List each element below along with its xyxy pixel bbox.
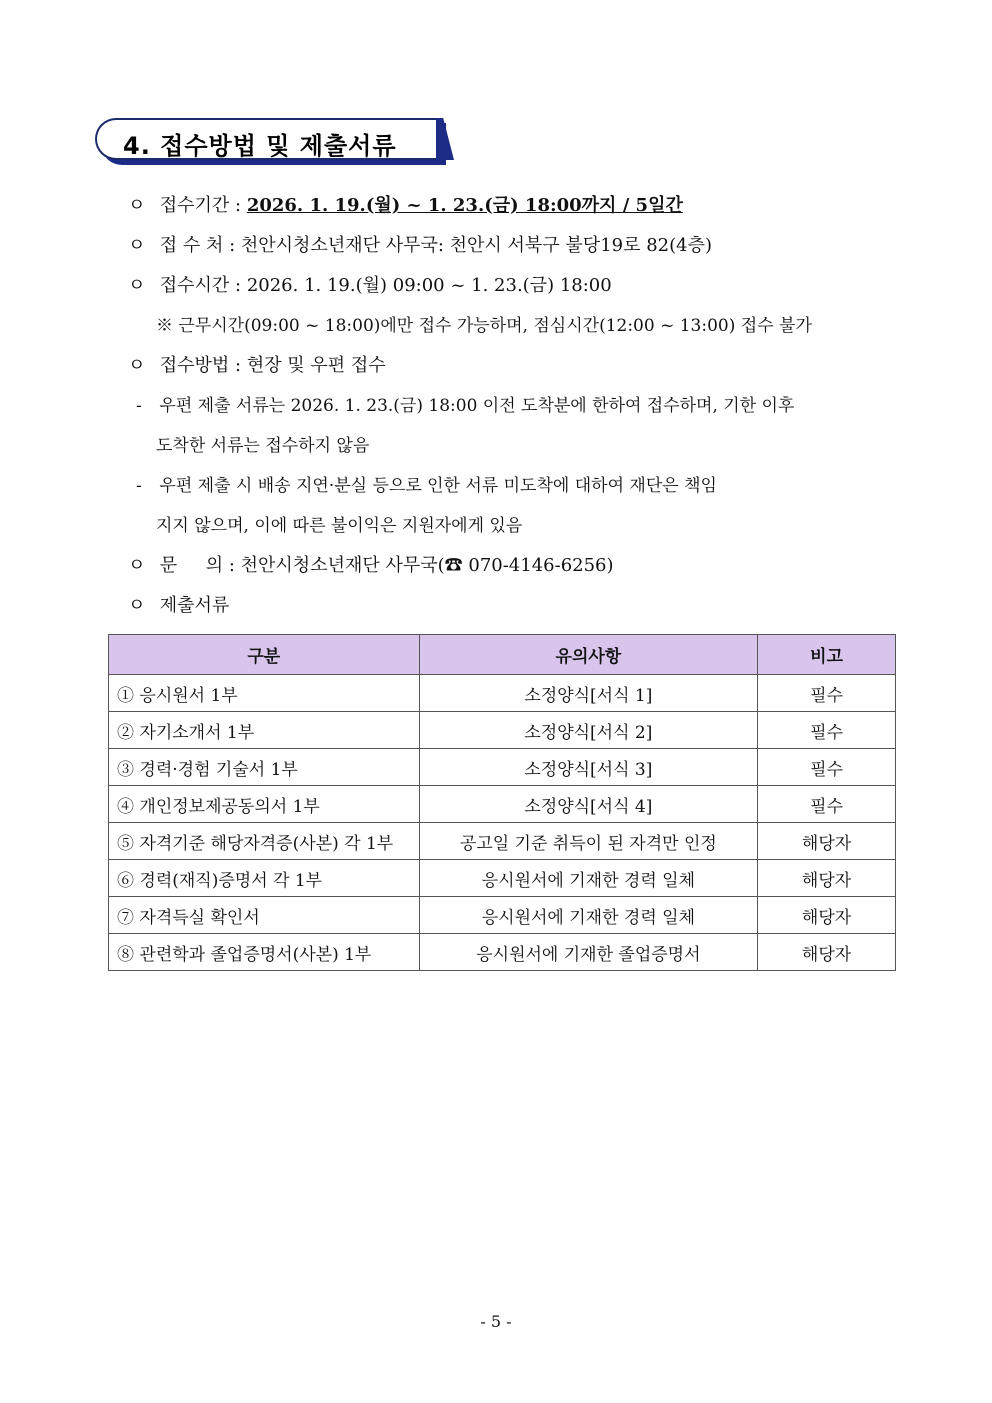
row-remarks: 해당자 bbox=[758, 897, 896, 934]
row-notes: 소정양식[서식 4] bbox=[419, 786, 758, 823]
page-number: - 5 - bbox=[480, 1312, 512, 1331]
bullet-icon: ㅇ bbox=[128, 355, 146, 376]
row-category: ⑥ 경력(재직)증명서 각 1부 bbox=[109, 860, 420, 897]
header-remarks: 비고 bbox=[758, 635, 896, 675]
inquiry-label: 문 의 : bbox=[159, 555, 235, 576]
place-label: 접 수 처 : bbox=[159, 235, 236, 256]
row-notes: 소정양식[서식 3] bbox=[419, 749, 758, 786]
bullet-icon: ㅇ bbox=[128, 595, 146, 616]
row-notes: 응시원서에 기재한 경력 일체 bbox=[419, 860, 758, 897]
post-note-2 bbox=[136, 474, 717, 498]
row-category: ⑧ 관련학과 졸업증명서(사본) 1부 bbox=[109, 934, 420, 971]
place-line bbox=[128, 234, 712, 258]
row-remarks: 필수 bbox=[758, 786, 896, 823]
table-header-row bbox=[109, 635, 896, 675]
row-remarks: 필수 bbox=[758, 749, 896, 786]
section-title: 4. 접수방법 및 제출서류 bbox=[123, 132, 397, 160]
inquiry-value: 천안시청소년재단 사무국(☎ 070-4146-6256) bbox=[240, 555, 614, 576]
post-note-1a: 우편 제출 서류는 2026. 1. 23.(금) 18:00 이전 도착분에 한하여 접수하며, 기한 이후 bbox=[159, 396, 795, 416]
dash: - bbox=[136, 476, 142, 496]
time-label: 접수시간 : bbox=[159, 275, 242, 296]
bullet-icon: ㅇ bbox=[128, 275, 146, 296]
post-note-2a: 우편 제출 시 배송 지연·분실 등으로 인한 서류 미도착에 대하여 재단은 책임 bbox=[159, 476, 717, 496]
section-title-box bbox=[95, 118, 440, 160]
table-row bbox=[109, 860, 896, 897]
row-remarks: 해당자 bbox=[758, 934, 896, 971]
row-remarks: 필수 bbox=[758, 712, 896, 749]
method-value: 현장 및 우편 접수 bbox=[246, 355, 386, 376]
table-row bbox=[109, 786, 896, 823]
time-note: ※ 근무시간(09:00 ~ 18:00)에만 접수 가능하며, 점심시간(12:00 ~ 13:00) 접수 불가 bbox=[156, 316, 812, 336]
post-note-2b: 지지 않으며, 이에 따른 불이익은 지원자에게 있음 bbox=[156, 516, 523, 536]
row-remarks: 필수 bbox=[758, 675, 896, 712]
inquiry-line bbox=[128, 554, 614, 578]
method-label: 접수방법 : bbox=[159, 355, 242, 376]
bullet-icon: ㅇ bbox=[128, 555, 146, 576]
header-notes: 유의사항 bbox=[419, 635, 758, 675]
table-row bbox=[109, 934, 896, 971]
table-row bbox=[109, 897, 896, 934]
table-row bbox=[109, 823, 896, 860]
row-remarks: 해당자 bbox=[758, 823, 896, 860]
row-category: ① 응시원서 1부 bbox=[109, 675, 420, 712]
time-line bbox=[128, 274, 612, 298]
period-line bbox=[128, 194, 683, 218]
row-category: ⑦ 자격득실 확인서 bbox=[109, 897, 420, 934]
row-notes: 응시원서에 기재한 졸업증명서 bbox=[419, 934, 758, 971]
table-row bbox=[109, 675, 896, 712]
row-category: ④ 개인정보제공동의서 1부 bbox=[109, 786, 420, 823]
dash: - bbox=[136, 396, 142, 416]
table-row bbox=[109, 712, 896, 749]
row-category: ② 자기소개서 1부 bbox=[109, 712, 420, 749]
row-category: ③ 경력·경험 기술서 1부 bbox=[109, 749, 420, 786]
documents-table bbox=[108, 634, 896, 971]
header-category: 구분 bbox=[109, 635, 420, 675]
post-note-1 bbox=[136, 394, 794, 418]
row-notes: 공고일 기준 취득이 된 자격만 인정 bbox=[419, 823, 758, 860]
docs-line bbox=[128, 594, 229, 618]
period-value: 2026. 1. 19.(월) ~ 1. 23.(금) 18:00까지 / 5일간 bbox=[246, 195, 683, 216]
post-note-1b: 도착한 서류는 접수하지 않음 bbox=[156, 436, 370, 456]
row-notes: 소정양식[서식 2] bbox=[419, 712, 758, 749]
period-label: 접수기간 : bbox=[159, 195, 242, 216]
row-remarks: 해당자 bbox=[758, 860, 896, 897]
table-row bbox=[109, 749, 896, 786]
bullet-icon: ㅇ bbox=[128, 195, 146, 216]
method-line bbox=[128, 354, 386, 378]
row-category: ⑤ 자격기준 해당자격증(사본) 각 1부 bbox=[109, 823, 420, 860]
time-value: 2026. 1. 19.(월) 09:00 ~ 1. 23.(금) 18:00 bbox=[246, 275, 612, 296]
row-notes: 소정양식[서식 1] bbox=[419, 675, 758, 712]
place-value: 천안시청소년재단 사무국: 천안시 서북구 불당19로 82(4층) bbox=[240, 235, 712, 256]
bullet-icon: ㅇ bbox=[128, 235, 146, 256]
docs-label: 제출서류 bbox=[159, 595, 230, 616]
row-notes: 응시원서에 기재한 경력 일체 bbox=[419, 897, 758, 934]
